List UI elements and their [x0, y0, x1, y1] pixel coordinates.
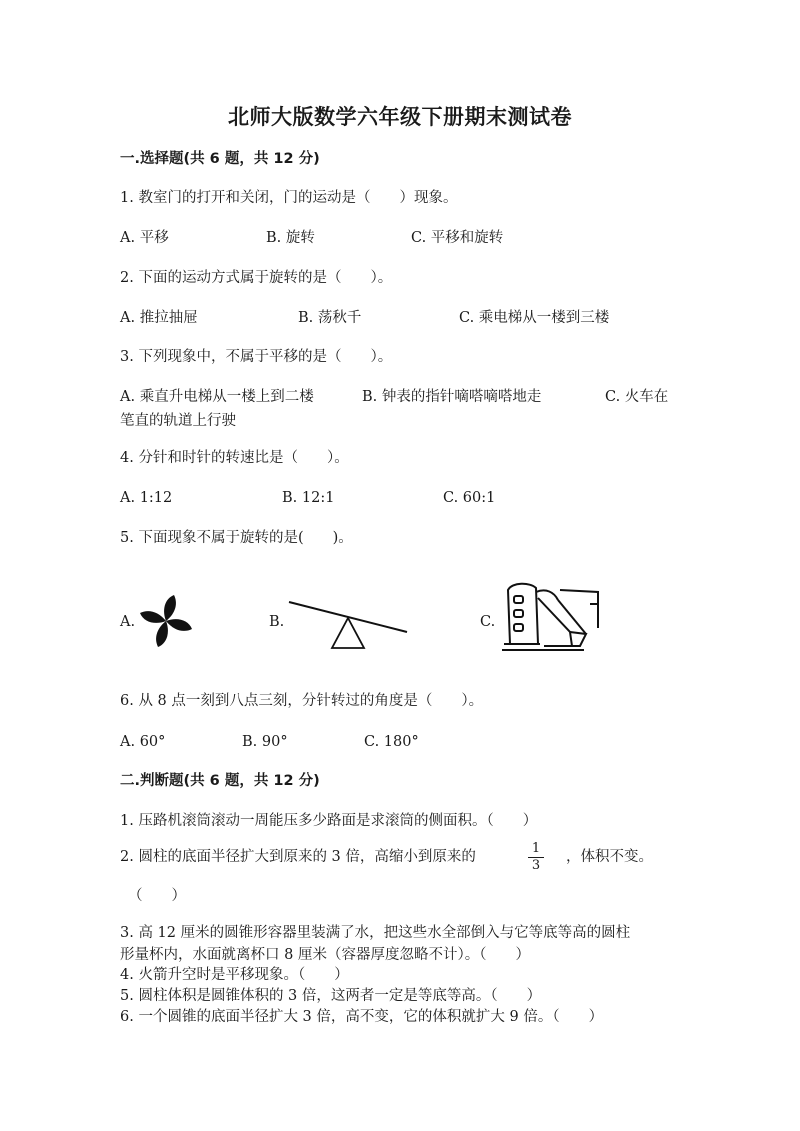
j2-answer-paren: （ ）	[128, 888, 186, 904]
q3-stem: 3. 下列现象中，不属于平移的是（ ）。	[120, 349, 393, 365]
fraction-one-third	[528, 842, 544, 873]
q4-stem: 4. 分针和时针的转速比是（ ）。	[120, 450, 349, 466]
q2-option-b: B. 荡秋千	[298, 310, 362, 326]
j3-statement-continued: 形量杯内，水面就离杯口 8 厘米（容器厚度忽略不计）。（ ）	[120, 947, 530, 963]
q5-stem: 5. 下面现象不属于旋转的是( )。	[120, 530, 353, 546]
q5-option-c: C.	[480, 614, 496, 630]
q6-option-b: B. 90°	[242, 734, 288, 750]
q6-stem: 6. 从 8 点一刻到八点三刻，分针转过的角度是（ ）。	[120, 693, 484, 709]
slide-icon	[500, 580, 604, 654]
q3-option-c-continued: 笔直的轨道上行驶	[120, 413, 236, 429]
fraction-numerator: 1	[531, 841, 541, 856]
q4-option-c: C. 60:1	[443, 490, 496, 506]
section-heading-judgement: 二.判断题(共 6 题，共 12 分)	[120, 773, 320, 789]
q4-option-b: B. 12:1	[282, 490, 335, 506]
q1-option-a: A. 平移	[120, 230, 169, 246]
q1-stem: 1. 教室门的打开和关闭，门的运动是（ ）现象。	[120, 190, 458, 206]
j2-statement: 2. 圆柱的底面半径扩大到原来的 3 倍，高缩小到原来的	[120, 849, 476, 865]
pinwheel-icon	[138, 594, 194, 648]
q5-option-a: A.	[120, 614, 136, 630]
q2-option-c: C. 乘电梯从一楼到三楼	[459, 310, 610, 326]
q6-option-a: A. 60°	[120, 734, 166, 750]
j3-statement: 3. 高 12 厘米的圆锥形容器里装满了水，把这些水全部倒入与它等底等高的圆柱	[120, 925, 631, 941]
q2-option-a: A. 推拉抽屉	[120, 310, 198, 326]
page-title: 北师大版数学六年级下册期末测试卷	[228, 105, 572, 129]
q2-stem: 2. 下面的运动方式属于旋转的是（ ）。	[120, 270, 393, 286]
seesaw-icon	[286, 598, 410, 652]
q4-option-a: A. 1:12	[120, 490, 173, 506]
j2-statement-end: ，体积不变。	[566, 849, 653, 865]
q3-option-b: B. 钟表的指针嘀嗒嘀嗒地走	[362, 389, 542, 405]
q6-option-c: C. 180°	[364, 734, 419, 750]
q5-option-b: B.	[269, 614, 285, 630]
q1-option-c: C. 平移和旋转	[411, 230, 504, 246]
fraction-denominator: 3	[531, 858, 541, 873]
j4-statement: 4. 火箭升空时是平移现象。（ ）	[120, 967, 349, 983]
q3-option-a: A. 乘直升电梯从一楼上到二楼	[120, 389, 314, 405]
q1-option-b: B. 旋转	[266, 230, 315, 246]
j6-statement: 6. 一个圆锥的底面半径扩大 3 倍，高不变，它的体积就扩大 9 倍。（ ）	[120, 1009, 604, 1025]
j5-statement: 5. 圆柱体积是圆锥体积的 3 倍，这两者一定是等底等高。（ ）	[120, 988, 542, 1004]
j1-statement: 1. 压路机滚筒滚动一周能压多少路面是求滚筒的侧面积。（ ）	[120, 813, 538, 829]
section-heading-choice: 一.选择题(共 6 题，共 12 分)	[120, 151, 320, 167]
q3-option-c: C. 火车在	[605, 389, 669, 405]
